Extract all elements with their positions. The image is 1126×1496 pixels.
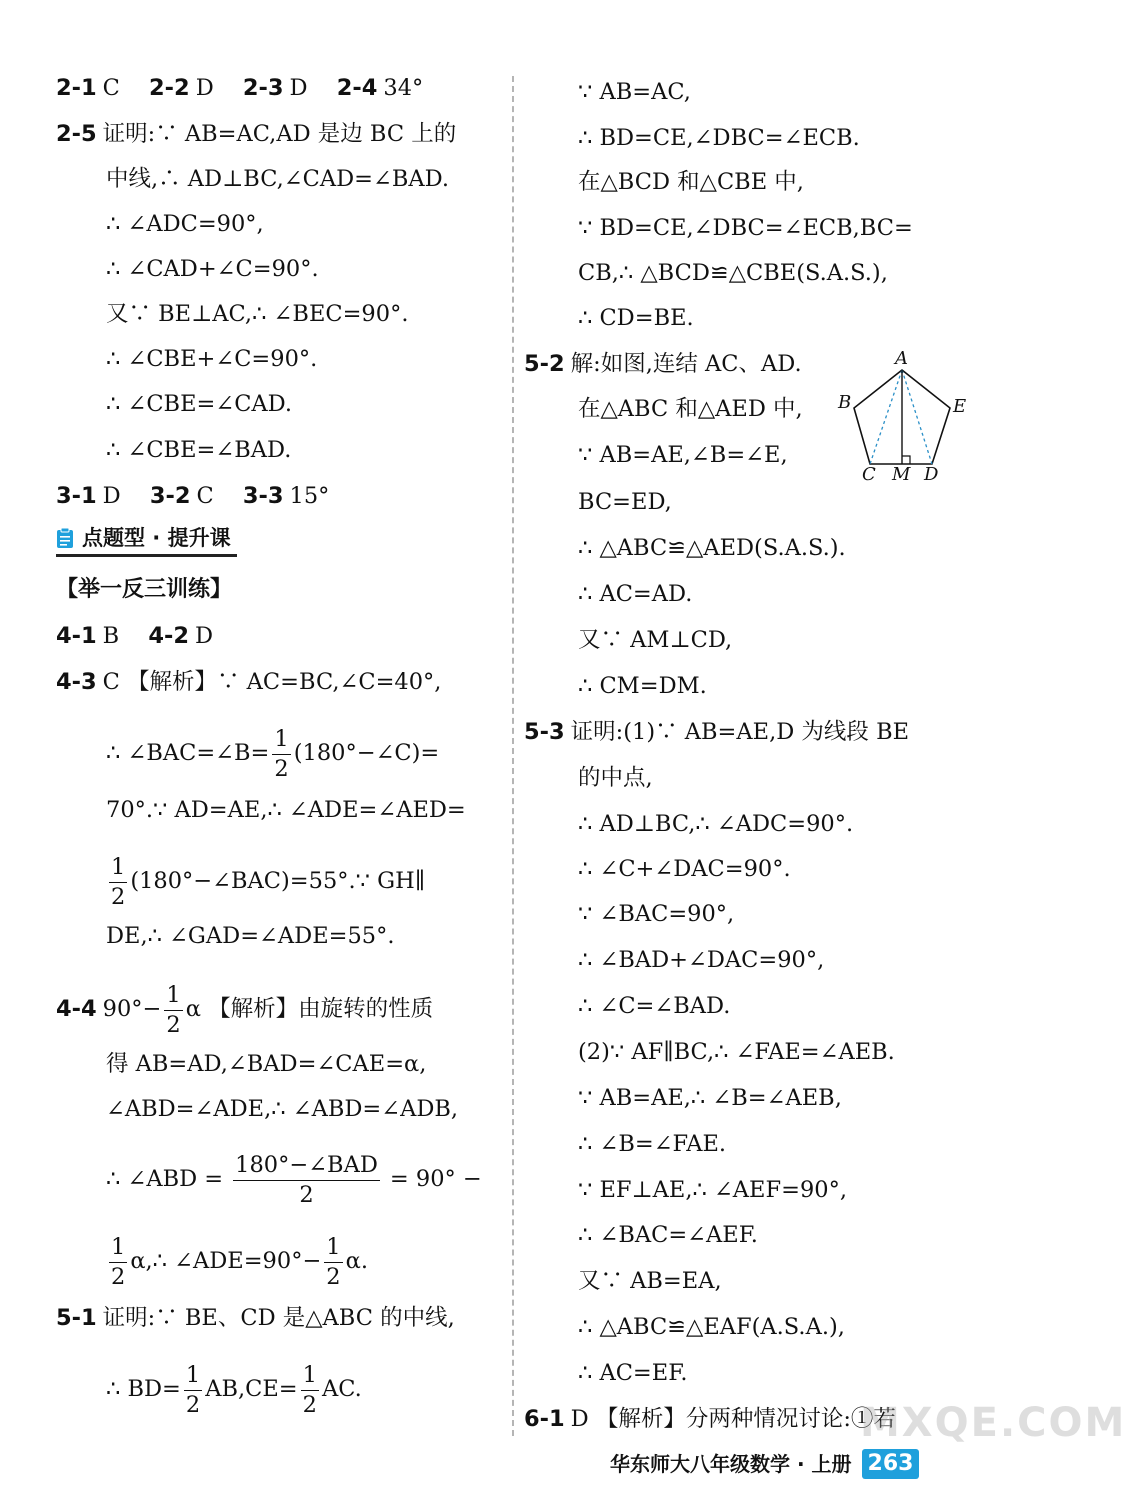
fraction [272,728,290,780]
solution-line: ∵ AB=AC, [578,79,691,105]
q-number: 5-3 [524,719,565,745]
q-number: 3-3 [242,483,284,509]
text: ∴ ∠ABD = [106,1166,224,1192]
solution-line: 得 AB=AD,∠BAD=∠CAE=α, [106,1051,427,1077]
answer-line-4-1-4-2 [56,620,213,652]
solution-line: ∴ △ABC≌△EAF(A.S.A.), [578,1314,845,1340]
fraction [184,1364,202,1416]
fraction [164,984,182,1036]
q-number: 5-2 [524,351,565,377]
footer-title: 华东师大八年级数学 · 上册 [610,1452,852,1476]
solution-line: 的中点, [578,765,653,791]
text: (180°−∠BAC)=55°.∵ GH∥ [130,868,426,894]
solution-line: ∴ ∠CBE=∠CAD. [106,391,293,417]
text: (180°−∠C)= [293,740,440,766]
label-d: D [924,464,939,485]
solution-line-fraction [106,1236,368,1288]
answer-5-2-line-1 [524,348,802,380]
denominator: 2 [166,1011,181,1038]
solution-line: ∠ABD=∠ADE,∴ ∠ABD=∠ADB, [106,1096,459,1122]
solution-line: 中线,∴ AD⊥BC,∠CAD=∠BAD. [106,166,450,192]
answer: D [289,75,308,101]
solution-text: 解:如图,连结 AC、AD. [570,351,802,377]
solution-line: ∴ ∠BAD+∠DAC=90°, [578,947,825,973]
solution-line: ∵ AB=AE,∴ ∠B=∠AEB, [578,1085,842,1111]
solution-line-fraction [106,1154,482,1206]
solution-line: 在△BCD 和△CBE 中, [578,169,804,195]
solution-line-fraction [106,856,425,908]
numerator: 1 [109,1236,127,1263]
fraction [301,1364,319,1416]
fraction [109,856,127,908]
label-c: C [862,464,876,485]
solution-line: 又∵ AM⊥CD, [578,627,733,653]
label-a: A [895,348,908,369]
solution-line: ∵ AB=AE,∠B=∠E, [578,442,788,468]
column-divider [512,76,514,1436]
text: ∴ BD= [106,1376,181,1402]
solution-line: ∴ ∠B=∠FAE. [578,1131,727,1157]
answer: C [196,483,214,509]
right-angle-mark [902,456,910,464]
answer-2-5-line-1 [56,118,456,150]
answer-line-3-1-to-3-3 [56,480,329,512]
clipboard-icon [56,527,74,549]
text: α. [345,1248,368,1274]
solution-line: 70°.∵ AD=AE,∴ ∠ADE=∠AED= [106,797,466,823]
q-number: 3-2 [149,483,191,509]
numerator: 1 [301,1364,319,1391]
pentagon-figure [832,346,982,486]
numerator: 1 [109,856,127,883]
solution-line: 又∵ BE⊥AC,∴ ∠BEC=90°. [106,301,409,327]
label-b: B [838,392,852,413]
q-number: 3-1 [56,483,97,509]
section-heading [56,522,237,557]
q-number: 4-4 [56,996,97,1022]
solution-line: 又∵ AB=EA, [578,1268,722,1294]
label-m: M [892,464,911,485]
solution-text: 证明:(1)∵ AB=AE,D 为线段 BE [570,719,910,745]
label-e: E [953,396,967,417]
numerator: 1 [272,728,290,755]
solution-line: ∵ EF⊥AE,∴ ∠AEF=90°, [578,1177,847,1203]
section-title: 点题型 · 提升课 [82,526,231,550]
q-number: 4-3 [56,669,97,695]
solution-line: ∴ ∠C+∠DAC=90°. [578,856,791,882]
solution-line: ∴ CD=BE. [578,305,694,331]
denominator: 2 [326,1263,341,1290]
answer-4-4-line-1 [56,984,433,1036]
q-number: 6-1 [524,1406,565,1432]
fraction [324,1236,342,1288]
answer: B [102,623,120,649]
answer-4-3-line-1 [56,666,441,698]
fraction [233,1154,380,1206]
q-number: 2-4 [336,75,378,101]
answer-line-2-1-to-2-4 [56,72,423,104]
solution-line: ∴ AC=EF. [578,1360,688,1386]
watermark: MXQE.COM [860,1400,1126,1446]
q-number: 2-1 [56,75,97,101]
solution-line: (2)∵ AF∥BC,∴ ∠FAE=∠AEB. [578,1039,895,1065]
text: 90°− [102,996,162,1022]
solution-line: ∴ ∠CBE+∠C=90°. [106,346,318,372]
denominator: 2 [111,1263,126,1290]
fraction [109,1236,127,1288]
solution-line: ∴ ∠CBE=∠BAD. [106,437,292,463]
text: = 90° − [389,1166,482,1192]
answer-6-1-line-1 [524,1403,896,1435]
answer: 15° [289,483,330,509]
solution-text: D 【解析】分两种情况讨论:①若 [570,1406,896,1432]
text: AC. [322,1376,362,1402]
numerator: 180°−∠BAD [233,1154,380,1181]
solution-line: BC=ED, [578,489,672,515]
solution-line: ∴ △ABC≌△AED(S.A.S.). [578,535,846,561]
denominator: 2 [274,755,289,782]
denominator: 2 [299,1181,314,1208]
solution-line: ∴ CM=DM. [578,673,707,699]
text: α,∴ ∠ADE=90°− [130,1248,322,1274]
answer: D [195,75,214,101]
solution-line-fraction [106,728,439,780]
page-footer [610,1448,919,1480]
solution-text: C 【解析】∵ AC=BC,∠C=40°, [102,669,442,695]
page-number: 263 [862,1449,920,1479]
solution-line: CB,∴ △BCD≌△CBE(S.A.S.), [578,260,888,286]
answer: 34° [383,75,424,101]
segment-ac [870,370,902,464]
solution-line: ∵ BD=CE,∠DBC=∠ECB,BC= [578,215,913,241]
q-number: 4-2 [148,623,190,649]
solution-line: 在△ABC 和△AED 中, [578,396,803,422]
solution-line: ∴ ∠C=∠BAD. [578,993,731,1019]
text: ∴ ∠BAC=∠B= [106,740,270,766]
q-number: 2-5 [56,121,97,147]
solution-line: ∴ BD=CE,∠DBC=∠ECB. [578,125,860,151]
numerator: 1 [164,984,182,1011]
answer: D [102,483,121,509]
solution-line: ∴ ∠BAC=∠AEF. [578,1222,758,1248]
solution-line: ∵ ∠BAC=90°, [578,901,735,927]
denominator: 2 [111,883,126,910]
solution-text: 证明:∵ BE、CD 是△ABC 的中线, [102,1305,455,1331]
segment-ad [902,370,932,464]
answer: C [102,75,120,101]
answer: D [195,623,214,649]
text: α 【解析】由旋转的性质 [185,996,434,1022]
denominator: 2 [302,1391,317,1418]
q-number: 2-3 [242,75,284,101]
numerator: 1 [324,1236,342,1263]
solution-text: 证明:∵ AB=AC,AD 是边 BC 上的 [102,121,457,147]
solution-line: ∴ ∠CAD+∠C=90°. [106,256,319,282]
text: AB,CE= [205,1376,298,1402]
solution-line: ∴ ∠ADC=90°, [106,211,264,237]
solution-line: DE,∴ ∠GAD=∠ADE=55°. [106,923,395,949]
denominator: 2 [185,1391,201,1418]
solution-line-fraction [106,1364,362,1416]
solution-line: ∴ AD⊥BC,∴ ∠ADC=90°. [578,811,854,837]
q-number: 5-1 [56,1305,97,1331]
solution-line: ∴ AC=AD. [578,581,693,607]
numerator: 1 [184,1364,202,1391]
answer-5-1-line-1 [56,1302,455,1334]
subheading: 【举一反三训练】 [56,577,233,602]
q-number: 4-1 [56,623,97,649]
q-number: 2-2 [149,75,190,101]
answer-5-3-line-1 [524,716,909,748]
